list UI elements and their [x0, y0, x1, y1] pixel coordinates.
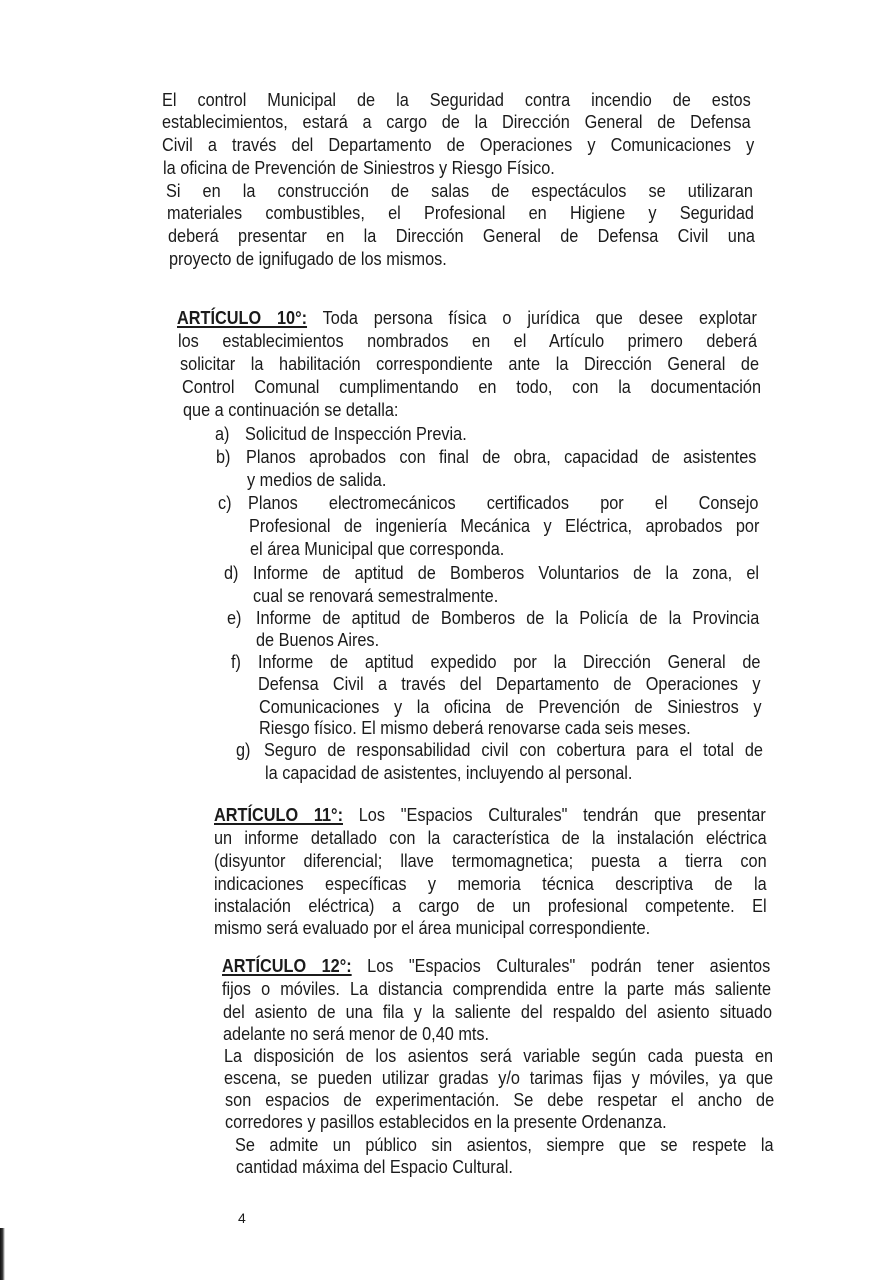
text-line: Comunicaciones y la oficina de Prevención de Siniestros y — [259, 696, 762, 717]
text-line: El control Municipal de la Seguridad contra incendio de estos — [162, 89, 751, 110]
scan-edge-shadow — [0, 1228, 5, 1280]
text-line: del asiento de una fila y la saliente del respaldo del asiento situado — [223, 1001, 773, 1022]
list-marker: c) — [218, 492, 232, 513]
page-number: 4 — [238, 1210, 246, 1226]
text-line: la capacidad de asistentes, incluyendo al personal. — [265, 762, 633, 783]
text-line: Seguro de responsabilidad civil con cobertura para el total de — [264, 739, 763, 760]
text-line: (disyuntor diferencial; llave termomagnetica; puesta a tierra con — [214, 850, 767, 871]
text-line: escena, se pueden utilizar gradas y/o tarimas fijas y móviles, ya que — [224, 1067, 774, 1088]
text-line: Informe de aptitud expedido por la Dirección General de — [258, 651, 761, 672]
text-line: Planos electromecánicos certificados por el Consejo — [248, 492, 759, 513]
text-line: adelante no será menor de 0,40 mts. — [223, 1023, 490, 1044]
text-line: Solicitud de Inspección Previa. — [245, 423, 467, 444]
list-marker: a) — [215, 423, 230, 444]
text-line: mismo será evaluado por el área municipal correspondiente. — [214, 917, 651, 938]
text-line: materiales combustibles, el Profesional en Higiene y Seguridad — [167, 202, 754, 223]
text-line: La disposición de los asientos será variable según cada puesta en — [224, 1045, 774, 1066]
text-line: proyecto de ignifugado de los mismos. — [169, 248, 447, 269]
article-12-first-line: Los "Espacios Culturales" podrán tener asientos — [367, 955, 771, 976]
article-10-heading: ARTÍCULO 10°: — [177, 307, 308, 328]
text-line: Informe de aptitud de Bomberos de la Policía de la Provincia — [256, 607, 760, 628]
text-line: Riesgo físico. El mismo deberá renovarse cada seis meses. — [259, 717, 691, 738]
article-11-heading: ARTÍCULO 11°: — [214, 804, 343, 825]
list-marker: e) — [227, 607, 242, 628]
text-line: el área Municipal que corresponda. — [250, 538, 505, 559]
text-line: son espacios de experimentación. Se debe respetar el ancho de — [225, 1089, 775, 1110]
text-line: corredores y pasillos establecidos en la presente Ordenanza. — [225, 1111, 667, 1132]
text-line: Planos aprobados con final de obra, capacidad de asistentes — [246, 446, 757, 467]
text-line: indicaciones específicas y memoria técnica descriptiva de la — [214, 873, 767, 894]
text-line: cual se renovará semestralmente. — [253, 585, 499, 606]
text-line: Civil a través del Departamento de Operaciones y Comunicaciones y — [162, 134, 755, 155]
article-11-first-line: Los "Espacios Culturales" tendrán que presentar — [358, 804, 766, 825]
text-line: que a continuación se detalla: — [183, 399, 399, 420]
text-line: Si en la construcción de salas de espectáculos se utilizaran — [166, 180, 753, 201]
list-marker: b) — [216, 446, 231, 467]
list-marker: g) — [236, 739, 251, 760]
text-line: y medios de salida. — [247, 469, 387, 490]
text-line — [177, 307, 757, 329]
text-line: Se admite un público sin asientos, siempre que se respete la — [235, 1134, 774, 1155]
text-line: Profesional de ingeniería Mecánica y Eléctrica, aprobados por — [249, 515, 760, 536]
text-line: Defensa Civil a través del Departamento de Operaciones y — [258, 673, 761, 694]
list-marker: d) — [224, 562, 239, 583]
text-line: instalación eléctrica) a cargo de un profesional competente. El — [214, 895, 767, 916]
text-line: de Buenos Aires. — [256, 629, 380, 650]
text-line — [214, 804, 766, 826]
text-line: Control Comunal cumplimentando en todo, con la documentación — [182, 376, 762, 397]
text-line — [222, 955, 770, 977]
text-line: los establecimientos nombrados en el Artículo primero deberá — [178, 330, 758, 351]
text-line: Informe de aptitud de Bomberos Voluntarios de la zona, el — [253, 562, 759, 583]
text-line: un informe detallado con la característica de la instalación eléctrica — [214, 827, 767, 848]
text-line: la oficina de Prevención de Siniestros y Riesgo Físico. — [163, 157, 555, 178]
article-12-heading: ARTÍCULO 12°: — [222, 955, 352, 976]
text-line: deberá presentar en la Dirección General de Defensa Civil una — [168, 225, 755, 246]
list-marker: f) — [231, 651, 241, 672]
text-line: solicitar la habilitación correspondiente ante la Dirección General de — [180, 353, 760, 374]
article-10-first-line: Toda persona física o jurídica que desee explotar — [322, 307, 757, 328]
text-line: establecimientos, estará a cargo de la Dirección General de Defensa — [162, 111, 751, 132]
text-line: fijos o móviles. La distancia comprendida entre la parte más saliente — [222, 978, 772, 999]
text-line: cantidad máxima del Espacio Cultural. — [236, 1156, 513, 1177]
